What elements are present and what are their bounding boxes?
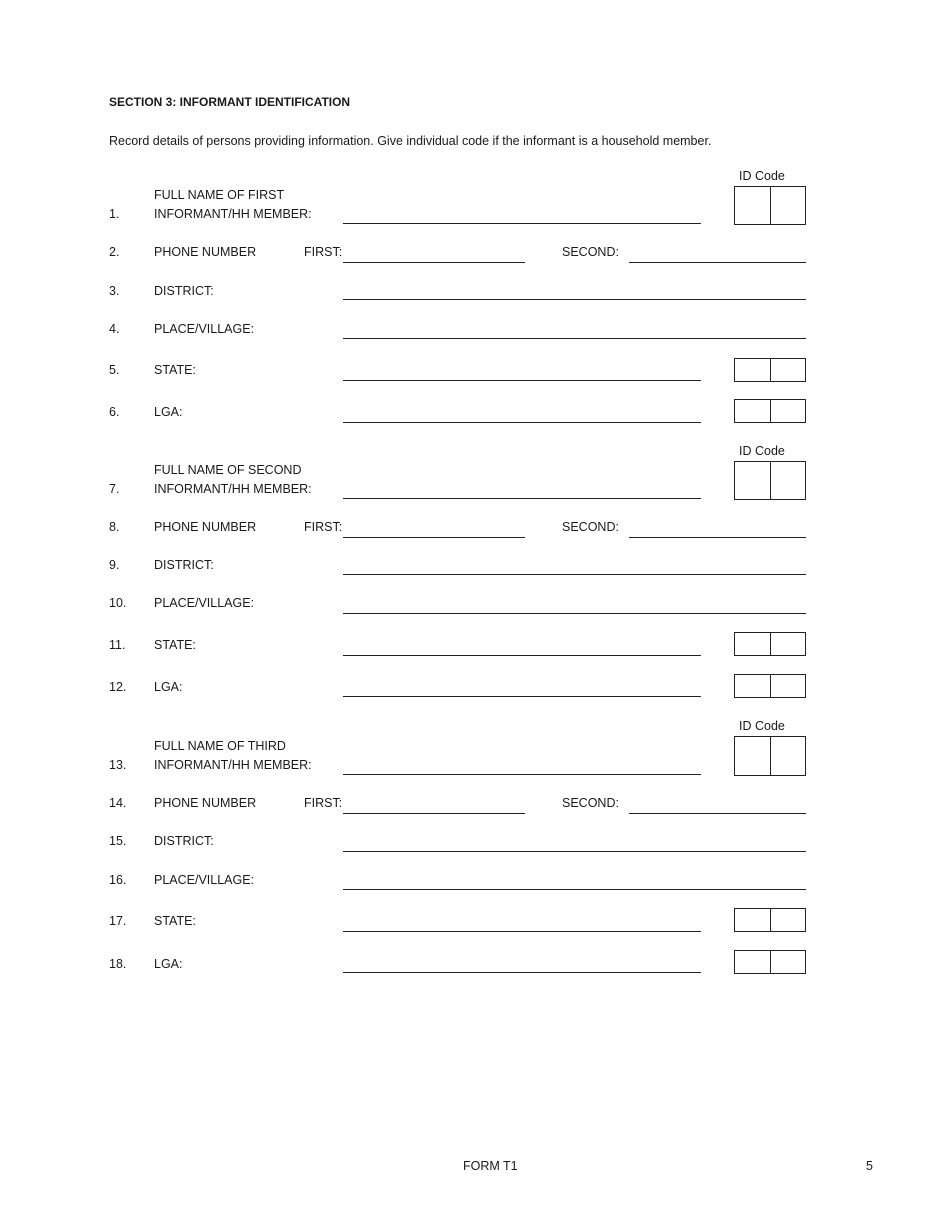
name-label-line1: FULL NAME OF FIRST <box>154 188 285 202</box>
state-field[interactable] <box>343 931 701 932</box>
name-label-line2: INFORMANT/HH MEMBER: <box>154 758 312 772</box>
first-phone-field[interactable] <box>343 262 525 263</box>
state-code-box[interactable] <box>734 632 806 656</box>
first-phone-label: FIRST: <box>304 796 343 810</box>
second-phone-label: SECOND: <box>562 245 619 259</box>
state-label: STATE: <box>154 363 196 377</box>
lga-label: LGA: <box>154 957 183 971</box>
name-label-line2: INFORMANT/HH MEMBER: <box>154 482 312 496</box>
lga-code-box[interactable] <box>734 950 806 974</box>
first-phone-field[interactable] <box>343 537 525 538</box>
row-number: 17. <box>109 914 127 928</box>
row-number: 5. <box>109 363 120 377</box>
second-phone-label: SECOND: <box>562 520 619 534</box>
full-name-field[interactable] <box>343 774 701 775</box>
lga-label: LGA: <box>154 405 183 419</box>
district-field[interactable] <box>343 299 806 300</box>
place-village-field[interactable] <box>343 889 806 890</box>
state-field[interactable] <box>343 655 701 656</box>
state-code-box[interactable] <box>734 908 806 932</box>
section-title: SECTION 3: INFORMANT IDENTIFICATION <box>109 95 351 109</box>
row-number: 18. <box>109 957 127 971</box>
page-number: 5 <box>866 1159 873 1173</box>
first-phone-field[interactable] <box>343 813 525 814</box>
row-number: 1. <box>109 207 120 221</box>
row-number: 16. <box>109 873 127 887</box>
second-phone-field[interactable] <box>629 262 806 263</box>
row-number: 6. <box>109 405 120 419</box>
id-code-box[interactable] <box>734 461 806 500</box>
state-label: STATE: <box>154 914 196 928</box>
district-label: DISTRICT: <box>154 284 214 298</box>
place-village-label: PLACE/VILLAGE: <box>154 596 255 610</box>
phone-label: PHONE NUMBER <box>154 796 257 810</box>
row-number: 7. <box>109 482 120 496</box>
district-label: DISTRICT: <box>154 558 214 572</box>
first-phone-label: FIRST: <box>304 520 343 534</box>
lga-field[interactable] <box>343 696 701 697</box>
row-number: 3. <box>109 284 120 298</box>
phone-label: PHONE NUMBER <box>154 245 257 259</box>
district-field[interactable] <box>343 574 806 575</box>
name-label-line2: INFORMANT/HH MEMBER: <box>154 207 312 221</box>
id-code-label: ID Code <box>739 169 785 183</box>
id-code-label: ID Code <box>739 719 785 733</box>
row-number: 11. <box>109 638 126 652</box>
row-number: 9. <box>109 558 120 572</box>
row-number: 4. <box>109 322 120 336</box>
second-phone-label: SECOND: <box>562 796 619 810</box>
second-phone-field[interactable] <box>629 813 806 814</box>
district-field[interactable] <box>343 851 806 852</box>
name-label-line1: FULL NAME OF THIRD <box>154 739 286 753</box>
row-number: 8. <box>109 520 120 534</box>
name-label-line1: FULL NAME OF SECOND <box>154 463 302 477</box>
district-label: DISTRICT: <box>154 834 214 848</box>
footer-form-name: FORM T1 <box>463 1159 518 1173</box>
first-phone-label: FIRST: <box>304 245 343 259</box>
row-number: 14. <box>109 796 127 810</box>
place-village-field[interactable] <box>343 338 806 339</box>
id-code-box[interactable] <box>734 186 806 225</box>
intro-text: Record details of persons providing information. Give individual code if the informant is a household member. <box>109 134 712 148</box>
lga-code-box[interactable] <box>734 399 806 423</box>
full-name-field[interactable] <box>343 498 701 499</box>
id-code-label: ID Code <box>739 444 785 458</box>
second-phone-field[interactable] <box>629 537 806 538</box>
place-village-label: PLACE/VILLAGE: <box>154 873 255 887</box>
row-number: 2. <box>109 245 120 259</box>
state-code-box[interactable] <box>734 358 806 382</box>
lga-field[interactable] <box>343 422 701 423</box>
state-label: STATE: <box>154 638 196 652</box>
phone-label: PHONE NUMBER <box>154 520 257 534</box>
place-village-field[interactable] <box>343 613 806 614</box>
lga-field[interactable] <box>343 972 701 973</box>
row-number: 12. <box>109 680 127 694</box>
full-name-field[interactable] <box>343 223 701 224</box>
lga-code-box[interactable] <box>734 674 806 698</box>
lga-label: LGA: <box>154 680 183 694</box>
row-number: 10. <box>109 596 127 610</box>
state-field[interactable] <box>343 380 701 381</box>
place-village-label: PLACE/VILLAGE: <box>154 322 255 336</box>
id-code-box[interactable] <box>734 736 806 776</box>
row-number: 13. <box>109 758 127 772</box>
row-number: 15. <box>109 834 127 848</box>
